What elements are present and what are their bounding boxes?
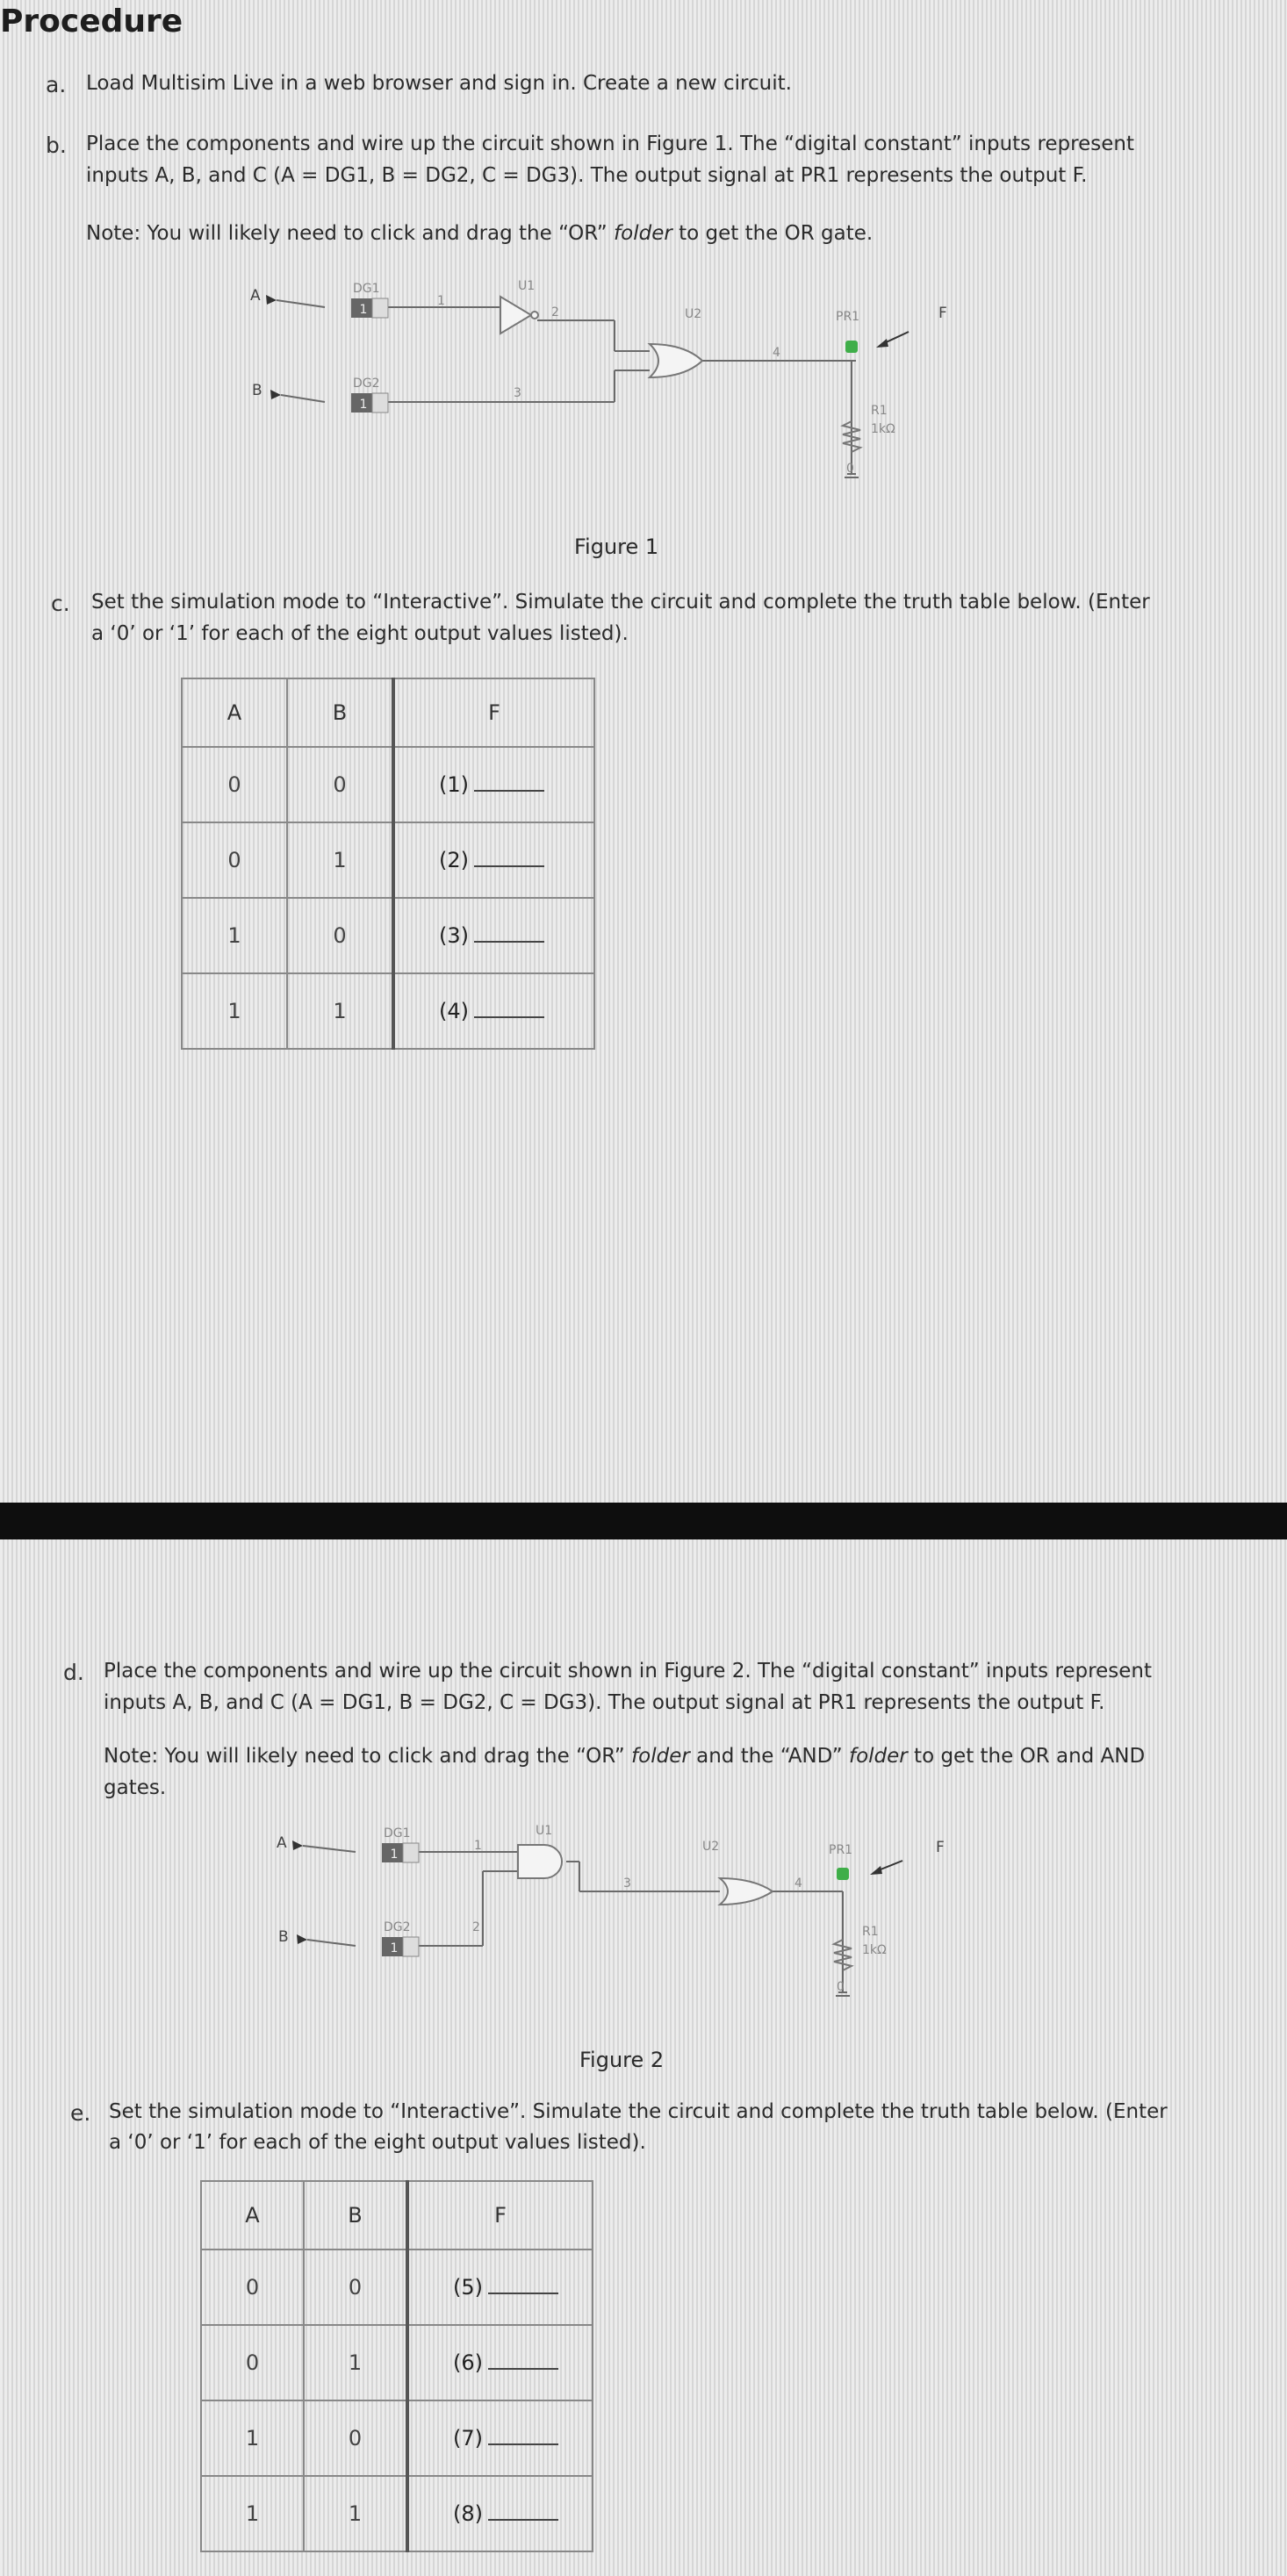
step-d-line1: Place the components and wire up the circuit shown in Figure 2. The “digital constant” inputs represent (104, 1660, 1152, 1683)
fig1-net-1: 1 (437, 294, 445, 308)
figure-1-caption: Figure 1 (574, 535, 659, 559)
table-row (201, 2400, 593, 2476)
truth-table-1 (181, 678, 595, 1050)
fig1-dg1-value: 1 (359, 303, 368, 317)
table-row (182, 822, 594, 898)
fig2-and-gate (518, 1845, 562, 1878)
table2-cell-b: 0 (304, 2400, 407, 2476)
table2-cell-b: 0 (304, 2250, 407, 2325)
table1-cell-a: 0 (182, 822, 287, 898)
fig1-label-dg1: DG1 (353, 282, 380, 296)
fig2-label-dg1: DG1 (384, 1826, 411, 1841)
table1-answer-3[interactable]: (3) (393, 898, 594, 973)
step-c-line1: Set the simulation mode to “Interactive”. Simulate the circuit and complete the truth table below. (Enter (91, 591, 1150, 614)
step-e-line1: Set the simulation mode to “Interactive”. Simulate the circuit and complete the truth table below. (Enter (109, 2100, 1168, 2123)
table1-cell-a: 1 (182, 973, 287, 1049)
table1-cell-b: 1 (287, 973, 393, 1049)
table1-answer-1[interactable]: (1) (393, 747, 594, 822)
fig1-label-u2: U2 (685, 307, 702, 321)
fig2-label-r1-value: 1kΩ (862, 1943, 887, 1957)
step-c-letter: c. (51, 591, 70, 616)
table2-answer-6[interactable]: (6) (407, 2325, 593, 2400)
fig1-label-f: F (938, 305, 947, 322)
table2-answer-7[interactable]: (7) (407, 2400, 593, 2476)
fig2-probe-pr1 (837, 1868, 849, 1880)
step-c-line2: a ‘0’ or ‘1’ for each of the eight output values listed). (91, 622, 629, 645)
fig1-label-r1: R1 (871, 404, 888, 418)
step-b-line2: inputs A, B, and C (A = DG1, B = DG2, C = DG3). The output signal at PR1 represents the output F. (86, 164, 1088, 187)
step-a-letter: a. (46, 72, 67, 97)
fig2-dg1-value: 1 (390, 1848, 399, 1862)
table1-header-f: F (393, 678, 594, 747)
fig1-label-dg2: DG2 (353, 377, 380, 391)
fig2-label-u2: U2 (702, 1840, 720, 1854)
fig1-label-ground: 0 (846, 462, 854, 476)
table2-answer-8[interactable]: (8) (407, 2476, 593, 2551)
fig2-dg2-value: 1 (390, 1941, 399, 1955)
fig2-net-1: 1 (474, 1839, 482, 1853)
fig1-net-2: 2 (551, 305, 559, 319)
screenshot-divider (0, 1503, 1287, 1539)
step-d-note-line2: gates. (104, 1776, 167, 1799)
fig2-label-a: A (277, 1834, 287, 1852)
table-row (201, 2325, 593, 2400)
table2-cell-b: 1 (304, 2325, 407, 2400)
table2-header-a: A (201, 2181, 304, 2250)
step-d-letter: d. (63, 1660, 84, 1685)
step-b-letter: b. (46, 133, 67, 158)
step-d-line2: inputs A, B, and C (A = DG1, B = DG2, C = DG3). The output signal at PR1 represents the output F. (104, 1691, 1105, 1714)
fig1-buffer-gate (500, 297, 531, 334)
table2-answer-5[interactable]: (5) (407, 2250, 593, 2325)
table-row (201, 2476, 593, 2551)
fig1-or-gate (650, 344, 702, 377)
table1-cell-a: 0 (182, 747, 287, 822)
table1-cell-b: 1 (287, 822, 393, 898)
fig1-probe-pr1 (845, 341, 858, 353)
fig1-label-b: B (252, 382, 262, 399)
table-row (182, 898, 594, 973)
fig1-label-pr1: PR1 (836, 310, 860, 324)
table-row (182, 973, 594, 1049)
fig2-net-2: 2 (472, 1920, 480, 1934)
fig2-or-gate (720, 1878, 773, 1905)
table1-header-b: B (287, 678, 393, 747)
fig2-label-r1: R1 (862, 1925, 879, 1939)
table1-answer-2[interactable]: (2) (393, 822, 594, 898)
table2-cell-a: 0 (201, 2250, 304, 2325)
table2-cell-a: 1 (201, 2476, 304, 2551)
table2-cell-b: 1 (304, 2476, 407, 2551)
step-b-note: Note: You will likely need to click and drag the “OR” folder to get the OR gate. (86, 222, 874, 245)
table-row (201, 2250, 593, 2325)
table1-cell-a: 1 (182, 898, 287, 973)
table2-cell-a: 1 (201, 2400, 304, 2476)
table2-cell-a: 0 (201, 2325, 304, 2400)
fig1-dg2-value: 1 (359, 398, 368, 412)
step-e-letter: e. (70, 2100, 91, 2126)
step-b-line1: Place the components and wire up the circuit shown in Figure 1. The “digital constant” inputs represent (86, 133, 1134, 155)
table-row (182, 747, 594, 822)
step-d-note: Note: You will likely need to click and drag the “OR” folder and the “AND” folder to get the OR and AND (104, 1745, 1146, 1768)
fig2-label-pr1: PR1 (829, 1843, 853, 1857)
fig1-label-r1-value: 1kΩ (871, 422, 895, 436)
step-e-line2: a ‘0’ or ‘1’ for each of the eight output values listed). (109, 2131, 646, 2154)
fig2-net-3: 3 (623, 1876, 631, 1891)
step-a-text: Load Multisim Live in a web browser and sign in. Create a new circuit. (86, 72, 792, 95)
figure-1-circuit (211, 263, 1001, 527)
fig2-label-b: B (278, 1928, 289, 1946)
figure-2-caption: Figure 2 (579, 2048, 665, 2072)
table1-header-a: A (182, 678, 287, 747)
fig2-net-4: 4 (794, 1876, 802, 1891)
fig2-label-dg2: DG2 (384, 1920, 411, 1934)
fig1-net-3: 3 (514, 386, 521, 400)
table1-answer-4[interactable]: (4) (393, 973, 594, 1049)
fig1-net-4: 4 (773, 346, 780, 360)
fig2-label-ground: 0 (837, 1980, 845, 1994)
page-title: Procedure (0, 4, 183, 39)
table2-header-b: B (304, 2181, 407, 2250)
fig1-label-a: A (250, 287, 261, 305)
fig2-label-f: F (936, 1839, 945, 1856)
fig1-label-u1: U1 (518, 279, 536, 293)
table1-cell-b: 0 (287, 747, 393, 822)
table2-header-f: F (407, 2181, 593, 2250)
figure-2-circuit (228, 1808, 983, 2036)
table1-cell-b: 0 (287, 898, 393, 973)
truth-table-2 (200, 2180, 593, 2552)
fig2-label-u1: U1 (536, 1824, 553, 1838)
